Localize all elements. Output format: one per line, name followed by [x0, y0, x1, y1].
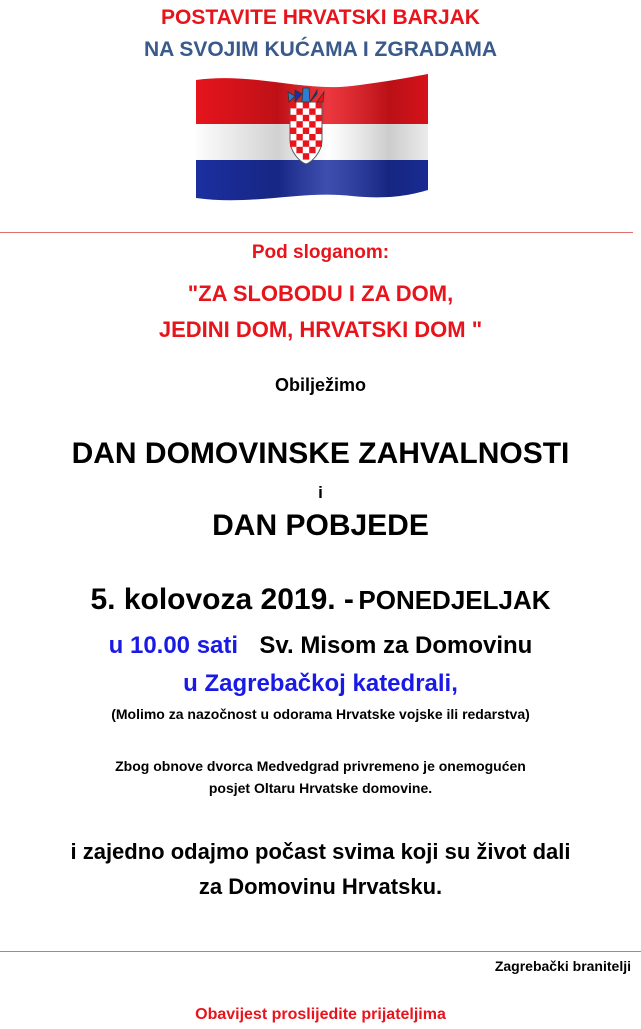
slogan-intro: Pod sloganom: [251, 242, 390, 263]
attire-note: (Molimo za nazočnost u odorama Hrvatske vojske ili redarstva) [111, 706, 530, 722]
event-lead: Obilježimo [274, 375, 366, 395]
event-title-2: DAN POBJEDE [212, 509, 429, 542]
event-date: 5. kolovoza 2019. - [90, 583, 354, 616]
notice-line-1: Zbog obnove dvorca Medvedgrad privremeno je onemogućen [115, 758, 526, 774]
slogan-line-2: JEDINI DOM, HRVATSKI DOM " [158, 317, 483, 342]
event-time-line [0, 632, 641, 660]
event-day: PONEDJELJAK [358, 585, 551, 615]
tribute-line-1: i zajedno odajmo počast svima koji su život dali [70, 839, 571, 864]
event-conjunction: i [318, 483, 323, 502]
tribute-line-2: za Domovinu Hrvatsku. [198, 874, 443, 899]
event-date-line [0, 583, 641, 617]
divider-top [0, 232, 633, 233]
event-time: u 10.00 sati [108, 632, 239, 659]
event-location: u Zagrebačkoj katedrali, [183, 670, 458, 697]
forward-notice: Obavijest proslijedite prijateljima [195, 1006, 446, 1023]
header-line-2: NA SVOJIM KUĆAMA I ZGRADAMA [143, 38, 498, 61]
signature: Zagrebački branitelji [494, 958, 631, 974]
croatian-flag-icon [192, 72, 438, 204]
header-line-1: POSTAVITE HRVATSKI BARJAK [161, 6, 480, 29]
divider-bottom [0, 951, 641, 952]
notice-line-2: posjet Oltaru Hrvatske domovine. [208, 780, 433, 796]
event-mass: Sv. Misom za Domovinu [259, 632, 533, 659]
event-title-1: DAN DOMOVINSKE ZAHVALNOSTI [71, 437, 570, 470]
slogan-line-1: "ZA SLOBODU I ZA DOM, [187, 281, 454, 306]
